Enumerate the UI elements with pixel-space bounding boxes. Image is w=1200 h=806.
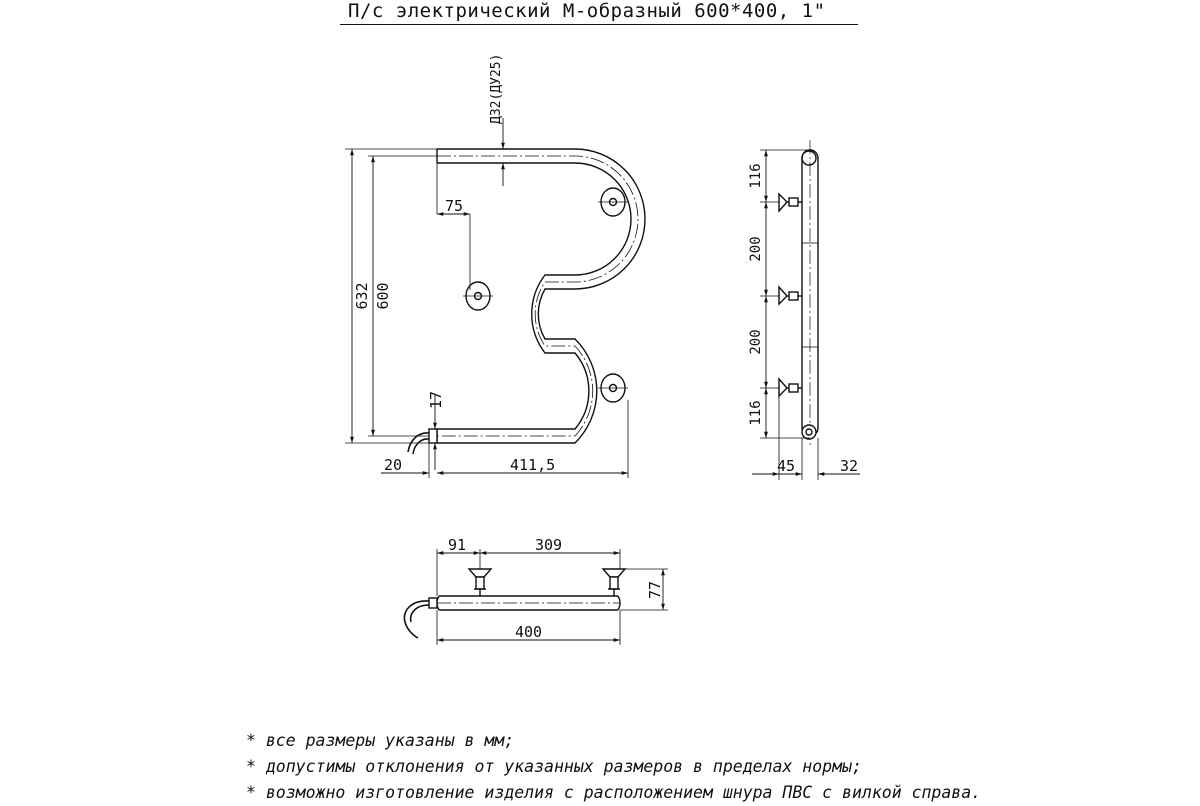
- top-cable: [404, 601, 429, 638]
- dim-left-cable: 20: [384, 456, 403, 474]
- top-dim-length: 400: [515, 623, 543, 641]
- top-bracket-right: [603, 569, 625, 596]
- dim-width: 411,5: [510, 456, 556, 474]
- side-bracket-1: [779, 194, 802, 211]
- dim-total-height: 632: [353, 282, 371, 310]
- top-dim-left: 91: [448, 536, 467, 554]
- side-dim-bottom: 116: [748, 400, 764, 426]
- bracket-top: [598, 188, 628, 216]
- side-dim-top: 116: [748, 163, 764, 189]
- pipe-diameter-label: Д32(ДУ25): [489, 53, 504, 124]
- top-dim-depth: 77: [646, 580, 664, 600]
- top-dim-between: 309: [535, 536, 563, 554]
- side-dim-tube: 32: [840, 457, 859, 475]
- side-bracket-3: [779, 379, 802, 396]
- dim-offset: 75: [445, 197, 464, 215]
- note-units: * все размеры указаны в мм;: [246, 731, 515, 750]
- side-dim-mid-upper: 200: [748, 236, 764, 262]
- dim-inner-height: 600: [374, 282, 392, 310]
- notes-list: [246, 728, 981, 806]
- dim-cable-offset: 17: [427, 390, 445, 410]
- top-bracket-left: [469, 569, 491, 596]
- side-bracket-2: [779, 287, 802, 304]
- side-dim-mid-lower: 200: [748, 329, 764, 355]
- side-view: [752, 140, 860, 480]
- side-dim-depth: 45: [777, 457, 796, 475]
- bracket-middle: [463, 282, 493, 310]
- note-cable-option: * возможно изготовление изделия с расположением шнура ПВС с вилкой справа.: [246, 783, 982, 802]
- note-tolerance: * допустимы отклонения от указанных размеров в пределах нормы;: [246, 757, 862, 776]
- bracket-bottom: [598, 374, 628, 402]
- drawing-title: П/с электрический М-образный 600*400, 1": [348, 0, 826, 22]
